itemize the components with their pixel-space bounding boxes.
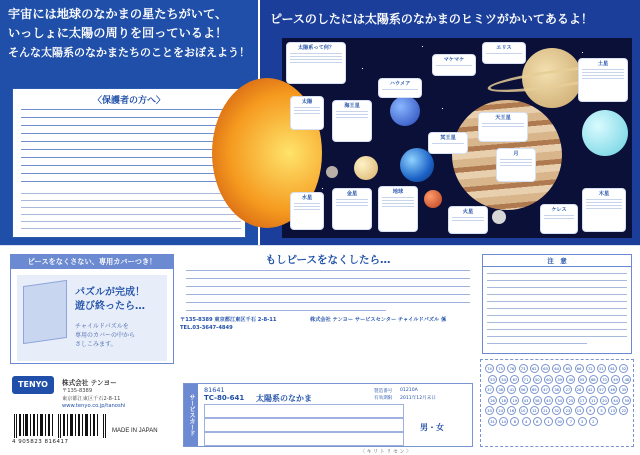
piece-number-cell[interactable]: 40 bbox=[566, 375, 575, 384]
piece-number-cell[interactable]: 30 bbox=[555, 417, 564, 426]
piece-number-cell[interactable]: 34 bbox=[555, 396, 564, 405]
piece-number-cell[interactable]: 36 bbox=[552, 385, 561, 394]
warning-text-line bbox=[487, 301, 627, 302]
guide-box bbox=[12, 88, 246, 238]
guide-text-line bbox=[21, 181, 241, 182]
guide-note-line bbox=[21, 207, 241, 208]
piece-number-cell[interactable]: 5 bbox=[597, 406, 606, 415]
piece-number-cell[interactable]: 62 bbox=[530, 364, 539, 373]
piece-number-cell[interactable]: 14 bbox=[499, 417, 508, 426]
mars-planet-image bbox=[424, 190, 442, 208]
piece-number-cell[interactable]: 75 bbox=[496, 364, 505, 373]
bubble-moon: 月 bbox=[496, 148, 536, 182]
piece-number-cell[interactable]: 74 bbox=[485, 364, 494, 373]
piece-number-grid bbox=[480, 359, 634, 447]
bubble-haumea: ハウメア bbox=[378, 78, 422, 98]
cover-banner: ピースをなくさない、専用カバーつき！ bbox=[11, 255, 173, 269]
piece-number-cell[interactable]: 50 bbox=[533, 375, 542, 384]
bubble-pluto: 冥王星 bbox=[428, 132, 468, 154]
piece-number-cell[interactable]: 22 bbox=[619, 406, 628, 415]
piece-number-cell[interactable]: 26 bbox=[488, 396, 497, 405]
piece-number-cell[interactable]: 21 bbox=[541, 406, 550, 415]
bubble-uranus: 天王星 bbox=[478, 112, 528, 142]
card-side-label: サービスカード bbox=[184, 384, 198, 446]
piece-number-cell[interactable]: 28 bbox=[575, 385, 584, 394]
bubble-ceres: ケレス bbox=[540, 204, 578, 234]
contact-phone: TEL.03-3647-4849 bbox=[180, 325, 233, 331]
warning-text-line bbox=[487, 322, 627, 323]
card-serial-label: 製造番号 bbox=[374, 389, 393, 394]
card-name-field[interactable] bbox=[204, 418, 404, 432]
cover-small-line-3: さしこみます。 bbox=[75, 341, 117, 348]
piece-number-cell[interactable]: 6 bbox=[533, 417, 542, 426]
guide-text-line bbox=[21, 165, 241, 166]
contact-dept: 株式会社 テンヨー サービスセンター チャイルドパズル 係 bbox=[310, 317, 447, 323]
guide-note-line bbox=[21, 193, 241, 194]
guide-text-line bbox=[21, 109, 241, 110]
piece-number-cell[interactable]: 23 bbox=[563, 406, 572, 415]
piece-number-cell[interactable]: 55 bbox=[578, 375, 587, 384]
piece-number-cell[interactable]: 59 bbox=[622, 396, 631, 405]
warning-text-line bbox=[487, 287, 627, 288]
piece-number-cell[interactable]: 4 bbox=[522, 417, 531, 426]
piece-number-cell[interactable]: 11 bbox=[589, 396, 598, 405]
card-code-1: 81641 bbox=[204, 386, 225, 394]
cover-big-line-2: 遊び終ったら… bbox=[75, 301, 145, 312]
piece-number-cell[interactable]: 19 bbox=[510, 396, 519, 405]
piece-number-cell[interactable]: 66 bbox=[575, 364, 584, 373]
piece-number-cell[interactable]: 43 bbox=[522, 396, 531, 405]
piece-number-cell[interactable]: 65 bbox=[563, 364, 572, 373]
warning-text-line bbox=[487, 308, 627, 309]
piece-number-cell[interactable]: 57 bbox=[597, 385, 606, 394]
bubble-sun: 太陽 bbox=[290, 96, 324, 130]
piece-number-cell[interactable]: 15 bbox=[575, 406, 584, 415]
card-expiry-label: 有効期限 bbox=[374, 396, 393, 401]
piece-number-cell[interactable]: 72 bbox=[586, 364, 595, 373]
piece-number-cell[interactable]: 27 bbox=[563, 385, 572, 394]
warning-box bbox=[482, 254, 632, 354]
lost-piece-section bbox=[180, 252, 476, 352]
headline-line-2: いっしょに太陽の周りを回っているよ！ bbox=[8, 26, 228, 40]
cover-illustration-box bbox=[17, 275, 167, 361]
guide-text-line bbox=[21, 125, 241, 126]
piece-number-cell[interactable]: 46 bbox=[608, 385, 617, 394]
guide-text-line bbox=[21, 149, 241, 150]
bubble-earth: 地球 bbox=[378, 186, 418, 232]
piece-number-cell[interactable]: 10 bbox=[519, 406, 528, 415]
bottom-area bbox=[0, 245, 640, 455]
piece-number-cell[interactable]: 24 bbox=[496, 406, 505, 415]
guide-text-line bbox=[21, 133, 241, 134]
piece-number-cell[interactable]: 41 bbox=[507, 385, 516, 394]
card-product-name: 太陽系のなかま bbox=[256, 394, 312, 403]
piece-number-cell[interactable]: 48 bbox=[622, 375, 631, 384]
piece-number-cell[interactable]: 42 bbox=[586, 385, 595, 394]
lost-text-line bbox=[186, 270, 470, 271]
warning-text-line bbox=[487, 273, 627, 274]
piece-number-cell[interactable]: 9 bbox=[586, 406, 595, 415]
headline-line-3: そんな太陽系のなかまたちのことをおぼえよう！ bbox=[8, 46, 250, 59]
moon-image bbox=[492, 210, 506, 224]
cover-big-line-1: パズルが完成！ bbox=[75, 287, 145, 298]
piece-number-cell[interactable]: 1 bbox=[544, 417, 553, 426]
piece-number-cell[interactable]: 39 bbox=[555, 375, 564, 384]
piece-number-cell[interactable]: 13 bbox=[608, 406, 617, 415]
puzzle-tray-image bbox=[23, 280, 67, 344]
piece-number-cell[interactable]: 33 bbox=[485, 406, 494, 415]
tenyo-logo: TENYO bbox=[12, 376, 54, 394]
guide-note-line bbox=[21, 221, 241, 222]
bubble-makemake: マケマケ bbox=[432, 54, 476, 76]
barcode-number: 4 905823 816417 bbox=[12, 439, 69, 445]
piece-number-cell[interactable]: 31 bbox=[488, 417, 497, 426]
company-address: 東京都江東区千石2-8-11 bbox=[62, 396, 121, 402]
piece-number-cell[interactable]: 17 bbox=[578, 396, 587, 405]
barcode-image bbox=[12, 414, 108, 438]
piece-number-cell[interactable]: 45 bbox=[544, 396, 553, 405]
guide-text-line bbox=[21, 117, 241, 118]
warning-text-line bbox=[487, 280, 627, 281]
piece-number-cell[interactable]: 76 bbox=[507, 364, 516, 373]
piece-number-cell[interactable]: 60 bbox=[544, 375, 553, 384]
piece-number-cell[interactable]: 54 bbox=[499, 375, 508, 384]
cover-small-line-1: チャイルドパズルを bbox=[75, 323, 129, 330]
piece-number-cell[interactable]: 12 bbox=[530, 406, 539, 415]
piece-number-cell[interactable]: 51 bbox=[597, 364, 606, 373]
warning-text-line bbox=[487, 336, 627, 337]
lost-text-line bbox=[186, 310, 386, 311]
guide-note-line bbox=[21, 228, 241, 229]
piece-number-cell[interactable]: 70 bbox=[600, 375, 609, 384]
bubble-saturn: 土星 bbox=[578, 58, 628, 102]
piece-number-cell[interactable]: 71 bbox=[522, 375, 531, 384]
guide-text-line bbox=[21, 173, 241, 174]
piece-number-cell[interactable]: 53 bbox=[488, 375, 497, 384]
card-expiry-value: 2011年12月末日 bbox=[400, 396, 436, 401]
company-url[interactable]: www.tenyo.co.jp/tanoshi bbox=[62, 403, 126, 409]
piece-number-cell[interactable]: 32 bbox=[552, 406, 561, 415]
bubble-mars: 火星 bbox=[448, 206, 488, 234]
cover-small-line-2: 専用のカバーの中から bbox=[75, 332, 136, 339]
card-gender-field[interactable]: 男・女 bbox=[420, 423, 444, 432]
guide-note-line bbox=[21, 200, 241, 201]
solar-system-illustration bbox=[282, 38, 632, 238]
piece-number-cell[interactable]: 25 bbox=[566, 396, 575, 405]
mercury-planet-image bbox=[326, 166, 338, 178]
warning-text-line bbox=[487, 343, 587, 344]
lost-text-line bbox=[186, 278, 470, 279]
uranus-planet-image bbox=[582, 110, 628, 156]
warning-text-line bbox=[487, 329, 627, 330]
contact-address: 〒135-8389 東京都江東区千石 2-8-11 bbox=[180, 317, 277, 323]
bubble-mercury: 水星 bbox=[290, 192, 324, 230]
cut-line-label: 〈 キ リ ト リ セ ン 〉 bbox=[360, 449, 412, 455]
warning-text-line bbox=[487, 294, 627, 295]
company-name: 株式会社 テンヨー bbox=[62, 379, 117, 387]
piece-number-cell[interactable]: 35 bbox=[619, 385, 628, 394]
piece-number-cell[interactable]: 18 bbox=[499, 396, 508, 405]
venus-planet-image bbox=[354, 156, 378, 180]
bubble-what-is-solar-system: 太陽系って何？ bbox=[286, 42, 346, 84]
bubble-neptune: 海王星 bbox=[332, 100, 372, 142]
card-phone-field[interactable] bbox=[204, 432, 404, 446]
piece-number-cell[interactable]: 68 bbox=[589, 375, 598, 384]
piece-number-cell[interactable]: 67 bbox=[510, 375, 519, 384]
piece-number-cell[interactable]: 61 bbox=[608, 364, 617, 373]
guide-title: 〈保護者の方へ〉 bbox=[92, 96, 165, 106]
piece-number-cell[interactable]: 47 bbox=[541, 385, 550, 394]
warning-title: 注 意 bbox=[483, 255, 631, 267]
piece-number-cell[interactable]: 56 bbox=[519, 385, 528, 394]
piece-number-cell[interactable]: 16 bbox=[507, 406, 516, 415]
guide-text-line bbox=[21, 141, 241, 142]
guide-note-line bbox=[21, 214, 241, 215]
piece-number-cell[interactable]: 8 bbox=[510, 417, 519, 426]
piece-number-cell[interactable]: 58 bbox=[533, 396, 542, 405]
lost-text-line bbox=[186, 294, 470, 295]
top-right-panel bbox=[260, 0, 640, 245]
company-postal: 〒135-8389 bbox=[62, 388, 93, 394]
warning-text-line bbox=[487, 315, 627, 316]
neptune-planet-image bbox=[390, 96, 420, 126]
cover-info-box bbox=[10, 254, 174, 364]
piece-number-cell[interactable]: 73 bbox=[519, 364, 528, 373]
piece-number-cell[interactable]: 37 bbox=[485, 385, 494, 394]
piece-number-cell[interactable]: 38 bbox=[496, 385, 505, 394]
card-serial-value: 01210A bbox=[400, 388, 418, 393]
guide-text-line bbox=[21, 157, 241, 158]
headline-line-1: 宇宙には地球のなかまの星たちがいて、 bbox=[8, 7, 228, 21]
card-code-2: TC-80-641 bbox=[204, 394, 245, 402]
piece-number-cell[interactable]: 64 bbox=[552, 364, 561, 373]
service-card bbox=[183, 383, 473, 447]
piece-number-cell[interactable]: 52 bbox=[619, 364, 628, 373]
lost-piece-title: もしピースをなくしたら… bbox=[265, 254, 391, 266]
piece-number-cell[interactable]: 20 bbox=[600, 396, 609, 405]
piece-number-cell[interactable]: 44 bbox=[611, 396, 620, 405]
panel-title: ピースのしたには太陽系のなかまのヒミツがかいてあるよ！ bbox=[270, 12, 593, 26]
piece-number-cell[interactable]: 3 bbox=[578, 417, 587, 426]
piece-number-cell[interactable]: 63 bbox=[541, 364, 550, 373]
card-address-field[interactable] bbox=[204, 404, 404, 418]
piece-number-cell[interactable]: 7 bbox=[566, 417, 575, 426]
lost-text-line bbox=[186, 302, 470, 303]
piece-number-cell[interactable]: 2 bbox=[589, 417, 598, 426]
lost-text-line bbox=[186, 286, 470, 287]
made-in-label: MADE IN JAPAN bbox=[112, 428, 158, 434]
piece-number-cell[interactable]: 69 bbox=[530, 385, 539, 394]
bubble-venus: 金星 bbox=[332, 188, 372, 230]
bubble-jupiter: 木星 bbox=[582, 188, 626, 232]
piece-number-cell[interactable]: 49 bbox=[611, 375, 620, 384]
bubble-eris: エリス bbox=[482, 42, 526, 64]
